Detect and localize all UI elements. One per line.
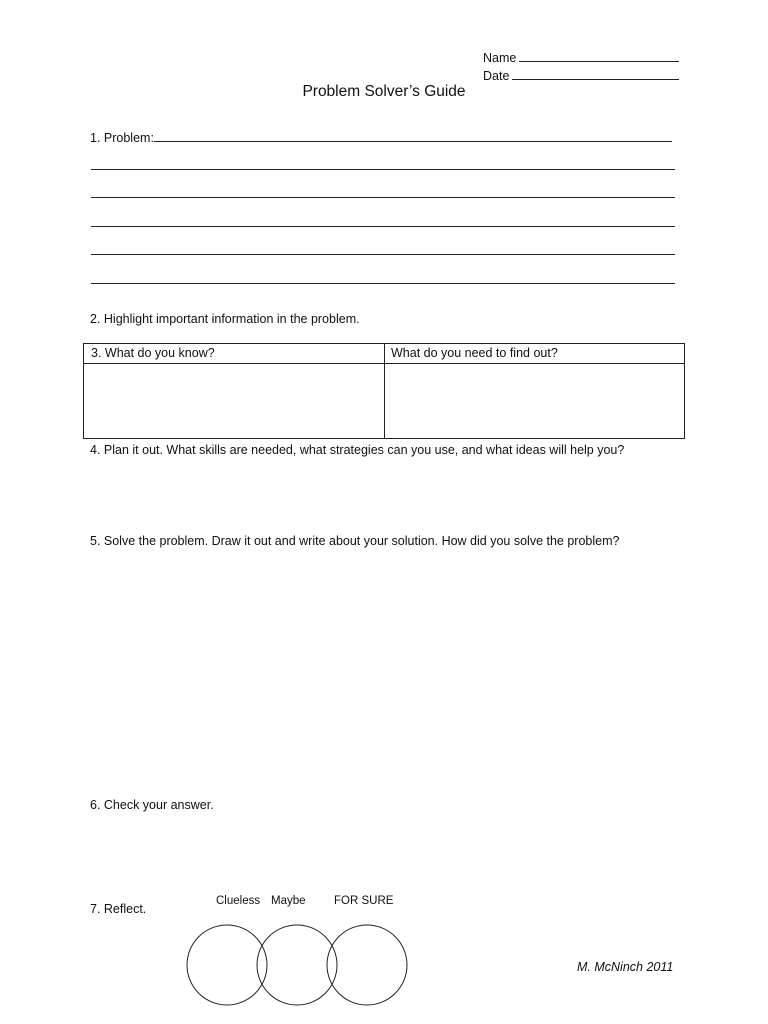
problem-label: 1. Problem: (90, 131, 154, 145)
question-2: 2. Highlight important information in the problem. (90, 312, 360, 326)
problem-answer-line[interactable] (91, 283, 675, 284)
question-6: 6. Check your answer. (90, 798, 214, 812)
problem-field[interactable] (90, 127, 672, 145)
problem-line[interactable] (154, 140, 672, 142)
find-out-answer-cell[interactable] (385, 364, 684, 438)
clueless-circle[interactable] (187, 925, 267, 1005)
reflect-option-for-sure: FOR SURE (334, 895, 394, 907)
question-4: 4. Plan it out. What skills are needed, what strategies can you use, and what ideas will help you? (90, 443, 625, 457)
page-title: Problem Solver’s Guide (302, 83, 466, 100)
know-answer-cell[interactable] (84, 364, 384, 438)
problem-answer-line[interactable] (91, 226, 675, 227)
problem-answer-line[interactable] (91, 197, 675, 198)
name-line[interactable] (519, 60, 679, 62)
reflect-option-clueless: Clueless (216, 895, 261, 907)
find-out-header: What do you need to find out? (391, 346, 558, 360)
date-line[interactable] (512, 78, 679, 80)
name-label: Name (483, 51, 517, 65)
name-field[interactable] (483, 47, 679, 65)
reflect-option-maybe: Maybe (271, 895, 306, 907)
maybe-circle[interactable] (257, 925, 337, 1005)
author-credit: M. McNinch 2011 (577, 960, 674, 974)
date-field[interactable] (483, 65, 679, 83)
problem-answer-line[interactable] (91, 254, 675, 255)
for-sure-circle[interactable] (327, 925, 407, 1005)
date-label: Date (483, 69, 510, 83)
question-5: 5. Solve the problem. Draw it out and write about your solution. How did you solve the problem? (90, 534, 620, 548)
problem-answer-line[interactable] (91, 169, 675, 170)
reflect-circles (180, 915, 420, 1015)
know-header: 3. What do you know? (91, 346, 215, 360)
question-7: 7. Reflect. (90, 902, 147, 916)
know-need-table (83, 343, 685, 439)
